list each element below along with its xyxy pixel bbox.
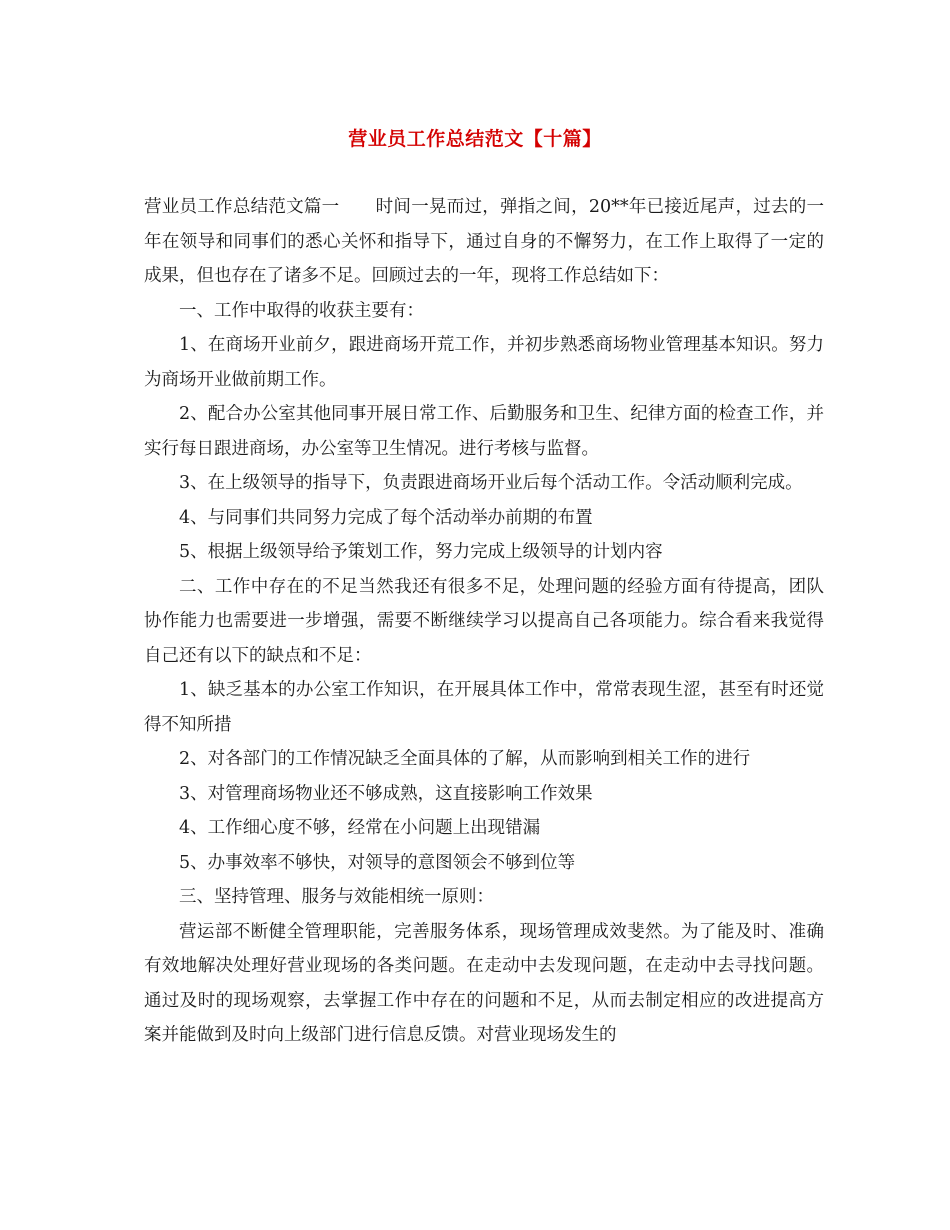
list-item: 2、对各部门的工作情况缺乏全面具体的了解，从而影响到相关工作的进行 xyxy=(179,749,751,769)
list-item: 1、缺乏基本的办公室工作知识，在开展具体工作中，常常表现生涩，甚至有时还觉得不知所措 xyxy=(144,680,824,735)
list-item: 5、办事效率不够快，对领导的意图领会不够到位等 xyxy=(179,852,576,873)
list-item: 3、对管理商场物业还不够成熟，这直接影响工作效果 xyxy=(179,783,593,804)
paragraph-text: 营运部不断健全管理职能，完善服务体系，现场管理成效斐然。为了能及时、准确有效地解决处理好营业现场的各类问题。在走动中去发现问题，在走动中去寻找问题。通过及时的现场观察，去掌握工作中存在的问题和不足，从而去制定相应的改进提高方案并能做到及时向上级部门进行信息反馈。对营业现场发生的 xyxy=(144,921,824,1045)
section-heading: 一、工作中取得的收获主要有： xyxy=(179,300,424,321)
list-item: 4、工作细心度不够，经常在小问题上出现错漏 xyxy=(179,818,541,838)
list-item: 5、根据上级领导给予策划工作，努力完成上级领导的计划内容 xyxy=(179,542,663,562)
paragraph-text: 时间一晃而过，弹指之间，20**年已接近尾声，过去的一年在领导和同事们的悉心关怀和指导下，通过自身的不懈努力，在工作上取得了一定的成果，但也存在了诸多不足。回顾过去的一年，现将工作总结如下： xyxy=(144,197,824,286)
list-item: 3、在上级领导的指导下，负责跟进商场开业后每个活动工作。令活动顺利完成。 xyxy=(179,473,803,493)
section-heading: 二、工作中存在的不足当然我还有很多不足，处理问题的经验方面有待提高，团队协作能力也需要进一步增强，需要不断继续学习以提高自己各项能力。综合看来我觉得自己还有以下的缺点和不足： xyxy=(144,576,824,666)
section-label: 营业员工作总结范文篇一 xyxy=(144,197,340,217)
list-item: 4、与同事们共同努力完成了每个活动举办前期的布置 xyxy=(179,507,593,528)
paragraph-intro xyxy=(144,190,824,294)
document-title: 营业员工作总结范文【十篇】 xyxy=(348,128,602,150)
list-item: 2、配合办公室其他同事开展日常工作、后勤服务和卫生、纪律方面的检查工作，并实行每日跟进商场，办公室等卫生情况。进行考核与监督。 xyxy=(144,404,824,459)
document-body xyxy=(144,190,824,1053)
list-item: 1、在商场开业前夕，跟进商场开荒工作，并初步熟悉商场物业管理基本知识。努力为商场开业做前期工作。 xyxy=(144,335,824,390)
section-heading: 三、坚持管理、服务与效能相统一原则： xyxy=(179,887,494,907)
